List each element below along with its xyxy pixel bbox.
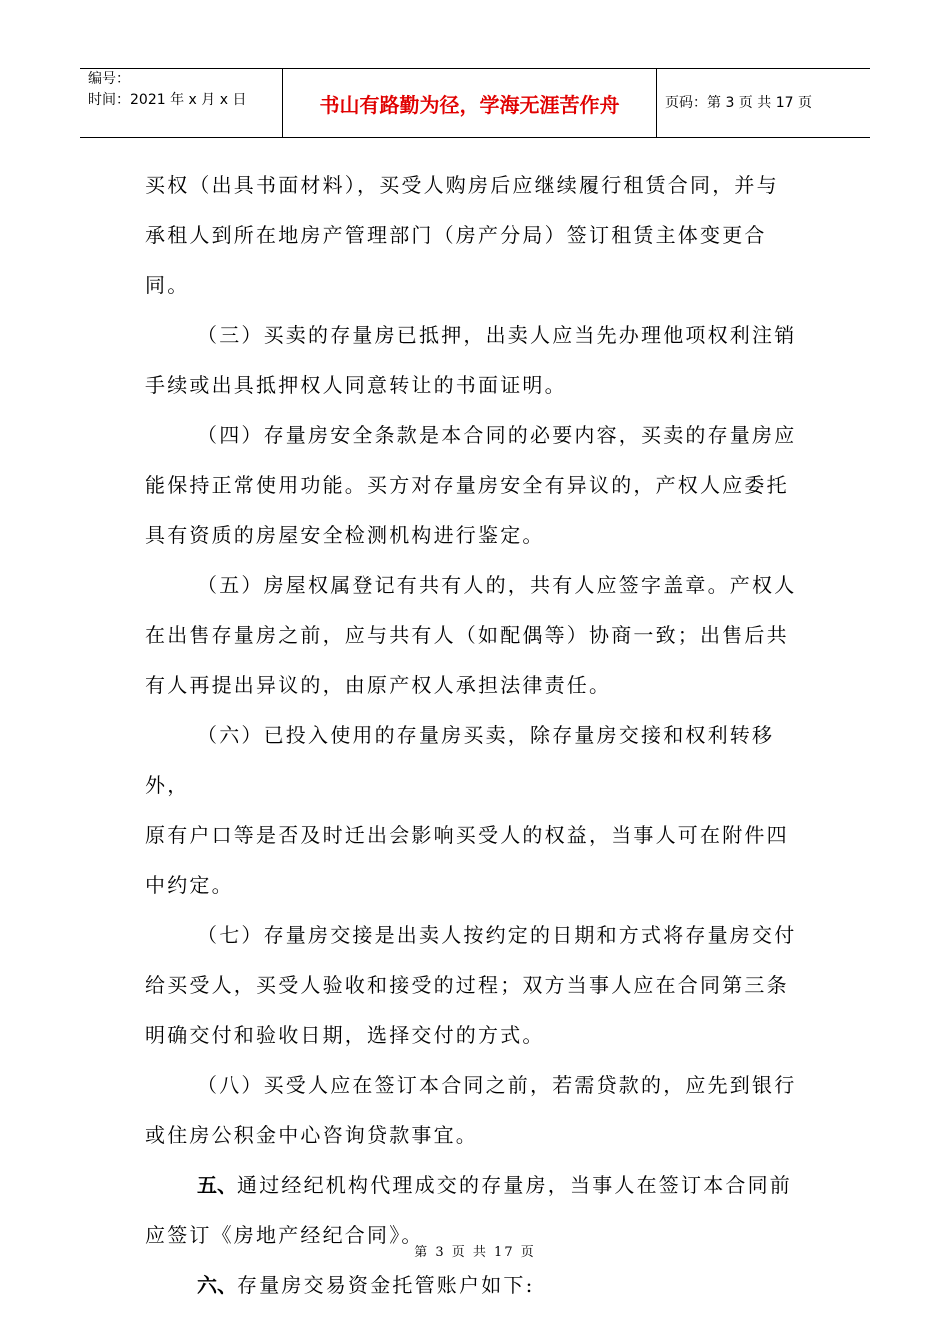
- line-text: 手续或出具抵押权人同意转让的书面证明。: [145, 373, 567, 397]
- body-line: [145, 460, 810, 510]
- line-text: （五）房屋权属登记有共有人的，共有人应签字盖章。产权人: [197, 573, 797, 597]
- body-line: [145, 660, 810, 710]
- body-line: [145, 510, 810, 560]
- line-text: （六）已投入使用的存量房买卖，除存量房交接和权利转移外，: [145, 723, 775, 797]
- header-table: [80, 68, 870, 138]
- header-motto-cell: [283, 69, 657, 137]
- body-line: [145, 1110, 810, 1160]
- header-page-info: 页码：第 3 页 共 17 页: [665, 95, 812, 111]
- line-text: 明确交付和验收日期，选择交付的方式。: [145, 1023, 545, 1047]
- body-line: [145, 310, 810, 360]
- section-heading-line: [145, 1260, 810, 1310]
- line-text: 给买受人，买受人验收和接受的过程；双方当事人应在合同第三条: [145, 973, 789, 997]
- section-number: 六、: [197, 1273, 237, 1297]
- body-line: [145, 860, 810, 910]
- line-text: 买权（出具书面材料），买受人购房后应继续履行租赁合同，并与: [145, 173, 779, 197]
- body-line: [145, 1010, 810, 1060]
- document-date: 时间：2021 年 x 月 x 日: [88, 92, 247, 108]
- line-text: 中约定。: [145, 873, 234, 897]
- motto: 书山有路勤为径，学海无涯苦作舟: [319, 93, 620, 117]
- line-text: 原有户口等是否及时迁出会影响买受人的权益，当事人可在附件四: [145, 823, 789, 847]
- body-line: [145, 360, 810, 410]
- line-text: 有人再提出异议的，由原产权人承担法律责任。: [145, 673, 612, 697]
- header-meta-cell: [80, 69, 283, 137]
- line-text: 通过经纪机构代理成交的存量房，当事人在签订本合同前: [237, 1173, 792, 1197]
- header-page-cell: [657, 69, 870, 137]
- section-heading-line: [145, 1160, 810, 1210]
- line-text: 应签订《房地产经纪合同》。: [145, 1223, 424, 1247]
- line-text: （七）存量房交接是出卖人按约定的日期和方式将存量房交付: [197, 923, 797, 947]
- document-body: [145, 160, 810, 1310]
- body-line: [145, 710, 810, 810]
- line-text: 存量房交易资金托管账户如下:: [237, 1273, 535, 1297]
- body-line: [145, 560, 810, 610]
- body-line: [145, 810, 810, 860]
- line-text: 在出售存量房之前，应与共有人（如配偶等）协商一致；出售后共: [145, 623, 789, 647]
- line-text: 承租人到所在地房产管理部门（房产分局）签订租赁主体变更合同。: [145, 223, 767, 297]
- line-text: 能保持正常使用功能。买方对存量房安全有异议的，产权人应委托: [145, 473, 789, 497]
- body-line: [145, 910, 810, 960]
- document-number-label: 编号：: [88, 71, 130, 87]
- body-line: [145, 210, 810, 310]
- body-line: [145, 160, 810, 210]
- line-text: （四）存量房安全条款是本合同的必要内容，买卖的存量房应: [197, 423, 797, 447]
- body-line: [145, 610, 810, 660]
- body-line: [145, 960, 810, 1010]
- line-text: （八）买受人应在签订本合同之前，若需贷款的，应先到银行: [197, 1073, 797, 1097]
- line-text: 或住房公积金中心咨询贷款事宜。: [145, 1123, 478, 1147]
- body-line: [145, 1060, 810, 1110]
- section-number: 五、: [197, 1173, 237, 1197]
- line-text: 具有资质的房屋安全检测机构进行鉴定。: [145, 523, 545, 547]
- page-footer: 第 3 页 共 17 页: [414, 1245, 536, 1260]
- line-text: （三）买卖的存量房已抵押，出卖人应当先办理他项权利注销: [197, 323, 797, 347]
- body-line: [145, 410, 810, 460]
